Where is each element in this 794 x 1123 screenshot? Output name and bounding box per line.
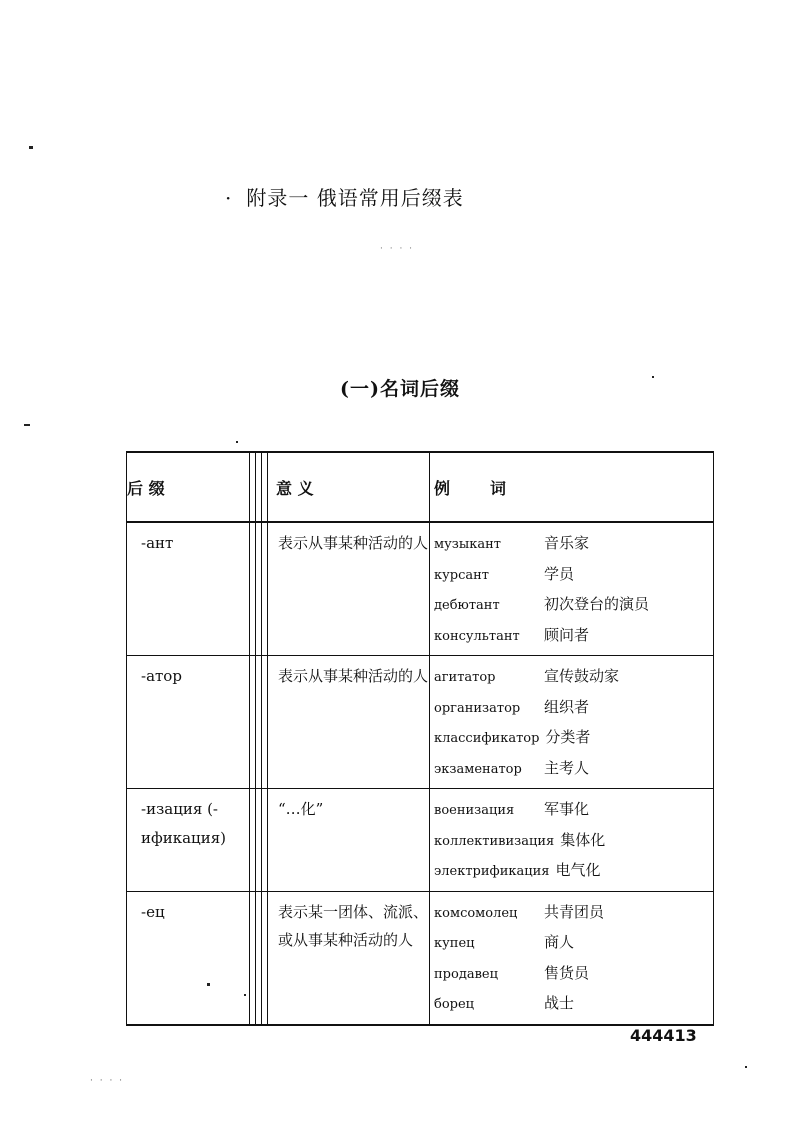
example-chinese: 集体化 bbox=[560, 830, 606, 849]
example-russian: военизация bbox=[434, 803, 515, 818]
example-chinese: 商人 bbox=[544, 933, 575, 951]
header-examples-right: 词 bbox=[490, 478, 507, 498]
example-line bbox=[434, 723, 712, 754]
example-line bbox=[434, 826, 712, 857]
example-line bbox=[434, 754, 712, 785]
header-examples-left: 例 bbox=[434, 478, 451, 498]
example-line bbox=[434, 928, 712, 959]
table-row bbox=[127, 522, 714, 656]
example-russian: продавец bbox=[434, 966, 498, 982]
example-line bbox=[434, 560, 712, 591]
example-russian: экзаменатор bbox=[434, 761, 522, 777]
example-line bbox=[434, 795, 712, 826]
example-russian: агитатор bbox=[434, 670, 496, 685]
examples-cell bbox=[430, 891, 714, 1025]
examples-cell bbox=[430, 522, 714, 656]
column-separator bbox=[246, 452, 270, 522]
example-russian: курсант bbox=[434, 567, 489, 583]
header-meaning: 意 义 bbox=[270, 452, 430, 522]
suffix-table bbox=[126, 451, 714, 1026]
column-separator bbox=[246, 789, 270, 892]
meaning-cell bbox=[270, 656, 430, 789]
examples-cell bbox=[430, 789, 714, 892]
example-chinese: 宣传鼓动家 bbox=[544, 667, 620, 685]
example-line bbox=[434, 590, 712, 621]
example-chinese: 组织者 bbox=[544, 697, 590, 716]
example-chinese: 初次登台的演员 bbox=[544, 595, 650, 613]
suffix-cell: -атор bbox=[127, 656, 247, 789]
meaning-text: 表示从事某种活动的人 bbox=[278, 534, 429, 552]
example-line bbox=[434, 856, 712, 887]
example-chinese: 电气化 bbox=[555, 861, 601, 879]
example-chinese: 顾问者 bbox=[544, 625, 590, 644]
example-chinese: 战士 bbox=[544, 994, 575, 1012]
example-line bbox=[434, 989, 712, 1020]
examples-cell bbox=[430, 656, 714, 789]
example-line bbox=[434, 662, 712, 693]
meaning-text: “…化” bbox=[278, 800, 324, 818]
example-line bbox=[434, 693, 712, 724]
example-russian: комсомолец bbox=[434, 905, 518, 921]
header-suffix: 后 缀 bbox=[127, 452, 247, 522]
table-row bbox=[127, 656, 714, 789]
column-separator bbox=[246, 522, 270, 656]
document-title bbox=[225, 182, 605, 211]
example-chinese: 军事化 bbox=[544, 800, 590, 818]
title-text: 附录一 俄语常用后缀表 bbox=[246, 186, 464, 210]
example-chinese: 音乐家 bbox=[544, 534, 590, 552]
example-russian: классификатор bbox=[434, 731, 540, 746]
suffix-cell: -изация (-ификация) bbox=[127, 789, 247, 892]
example-chinese: 共青团员 bbox=[544, 902, 605, 921]
example-line bbox=[434, 621, 712, 652]
example-russian: борец bbox=[434, 997, 475, 1012]
example-russian: дебютант bbox=[434, 598, 500, 613]
title-dots: · · · · bbox=[380, 244, 415, 254]
header-examples bbox=[430, 452, 714, 522]
meaning-text: 表示从事某种活动的人 bbox=[278, 667, 429, 685]
section-title: (一)名词后缀 bbox=[340, 378, 460, 400]
column-separator bbox=[246, 656, 270, 789]
bottom-dots: · · · · bbox=[90, 1076, 125, 1086]
meaning-text: 表示某一团体、流派、或从事某种活动的人 bbox=[278, 902, 429, 949]
example-chinese: 分类者 bbox=[545, 728, 591, 746]
example-line bbox=[434, 898, 712, 929]
table-row bbox=[127, 891, 714, 1025]
suffix-cell: -ец bbox=[127, 891, 247, 1025]
example-line bbox=[434, 959, 712, 990]
example-russian: коллективизация bbox=[434, 833, 555, 849]
table-row bbox=[127, 789, 714, 892]
suffix-cell: -ант bbox=[127, 522, 247, 656]
table-header-row bbox=[127, 452, 714, 522]
column-separator bbox=[246, 891, 270, 1025]
example-russian: купец bbox=[434, 936, 475, 951]
example-line bbox=[434, 529, 712, 560]
page-number: 444413 bbox=[630, 1026, 697, 1045]
meaning-cell bbox=[270, 522, 430, 656]
example-chinese: 学员 bbox=[544, 564, 575, 583]
example-chinese: 主考人 bbox=[544, 758, 590, 777]
example-russian: электрификация bbox=[434, 864, 550, 879]
meaning-cell bbox=[270, 789, 430, 892]
example-russian: организатор bbox=[434, 700, 521, 716]
example-russian: консультант bbox=[434, 628, 520, 644]
title-bullet: · bbox=[225, 186, 233, 210]
example-russian: музыкант bbox=[434, 537, 501, 552]
meaning-cell bbox=[270, 891, 430, 1025]
example-chinese: 售货员 bbox=[544, 963, 590, 982]
